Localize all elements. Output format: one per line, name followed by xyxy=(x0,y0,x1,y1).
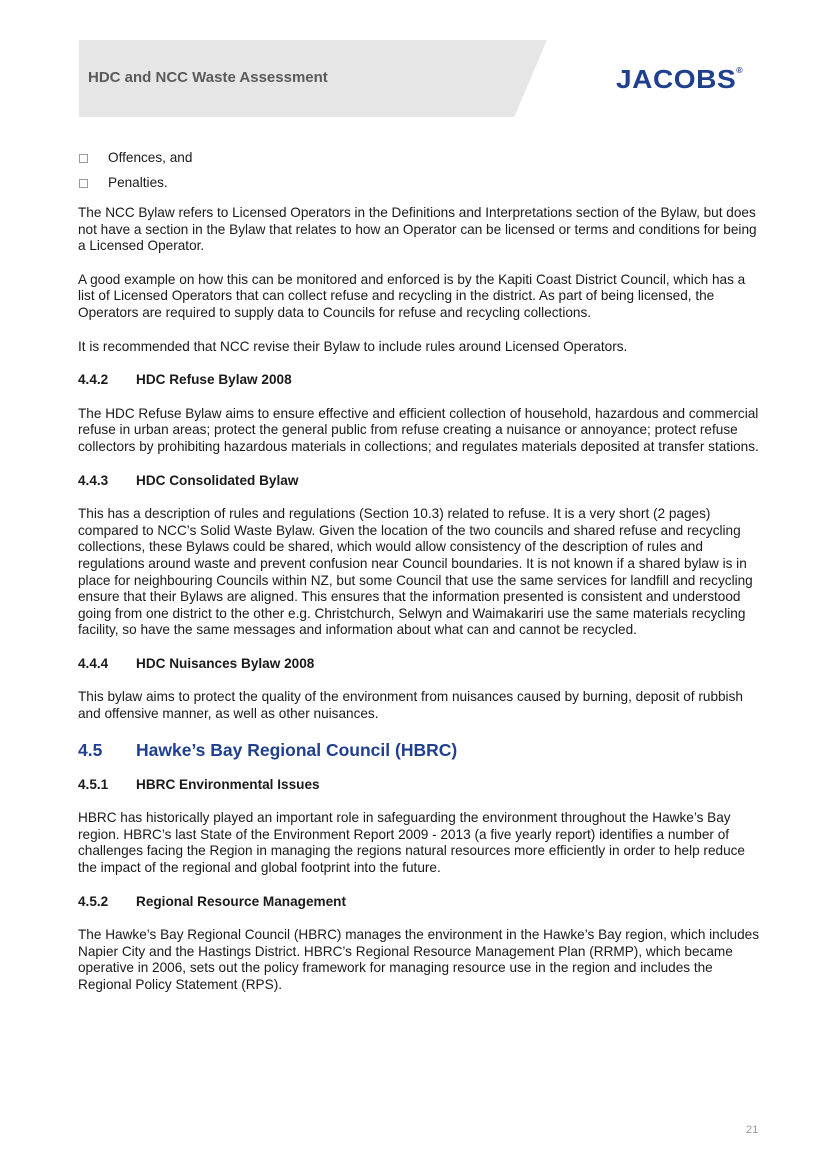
paragraph: It is recommended that NCC revise their Bylaw to include rules around Licensed Operators. xyxy=(78,338,628,354)
section-title: HDC Nuisances Bylaw 2008 xyxy=(136,655,315,671)
paragraph: The NCC Bylaw refers to Licensed Operators in the Definitions and Interpretations section of the Bylaw, but does not have a section in the Bylaw that relates to how an Operator can be licensed or terms and conditions for being a Licensed Operator. xyxy=(78,205,757,254)
section-number: 4.4.3 xyxy=(78,472,109,488)
logo-registered-mark: ® xyxy=(736,66,744,75)
section-title: HDC Refuse Bylaw 2008 xyxy=(136,372,292,388)
section-number: 4.4.4 xyxy=(78,655,109,671)
paragraph: The Hawke’s Bay Regional Council (HBRC) manages the environment in the Hawke’s Bay region, which includes Napier City and the Hastings District. HBRC’s Regional Resource Management Plan (RRMP), which became operative in 2006, sets out the policy framework for managing resource use in the region and includes the Regional Policy Statement (RPS). xyxy=(78,927,760,992)
page-number: 21 xyxy=(746,1124,759,1136)
section-number: 4.4.2 xyxy=(78,372,109,388)
section-title: Regional Resource Management xyxy=(136,893,346,909)
bullet-text: Offences, and xyxy=(108,149,193,165)
section-title: HDC Consolidated Bylaw xyxy=(136,472,299,488)
section-number: 4.5.1 xyxy=(78,776,109,792)
section-heading xyxy=(78,777,762,794)
document-title: HDC and NCC Waste Assessment xyxy=(88,69,328,86)
bullet-box-icon xyxy=(79,154,88,163)
bullet-text: Penalties. xyxy=(108,174,168,190)
major-section-heading xyxy=(78,740,762,760)
major-section-number: 4.5 xyxy=(78,739,103,760)
paragraph: A good example on how this can be monitored and enforced is by the Kapiti Coast District Council, which has a list of Licensed Operators that can collect refuse and recycling in the district. As part of being licensed, the Operators are required to supply data to Councils for refuse and recycling collections. xyxy=(78,271,746,320)
paragraph: The HDC Refuse Bylaw aims to ensure effective and efficient collection of household, hazardous and commercial refuse in urban areas; protect the general public from refuse creating a nuisance or annoyance; protect refuse collectors by prohibiting hazardous materials in collections; and regulates materials deposited at transfer stations. xyxy=(78,405,759,454)
section-heading xyxy=(78,656,762,673)
section-heading xyxy=(78,894,762,911)
major-section-title: Hawke’s Bay Regional Council (HBRC) xyxy=(136,739,458,760)
section-heading xyxy=(78,473,762,490)
paragraph: HBRC has historically played an important role in safeguarding the environment throughout the Hawke’s Bay region. HBRC’s last State of the Environment Report 2009 - 2013 (a five yearly report) identifies a number of challenges facing the Region in managing the regions natural resources more efficiently in order to help reduce the impact of the regional and global footprint into the future. xyxy=(78,810,745,876)
logo-text: JACOBS xyxy=(616,64,737,94)
section-title: HBRC Environmental Issues xyxy=(136,776,320,792)
bullet-box-icon xyxy=(79,179,88,188)
page-content xyxy=(78,150,762,1011)
section-number: 4.5.2 xyxy=(78,893,109,909)
section-heading xyxy=(78,372,762,389)
paragraph: This has a description of rules and regulations (Section 10.3) related to refuse. It is a very short (2 pages) compared to NCC’s Solid Waste Bylaw. Given the location of the two councils and shared refuse and recycling collections, these Bylaws could be shared, which would allow consistency of the description of rules and regulations around waste and prevent confusion near Council boundaries. It is not known if a shared bylaw is in place for neighbouring Councils within NZ, but some Council that use the same services for landfill and recycling ensure that their Bylaws are aligned. This ensures that the information presented is consistent and understood going from one district to the other e.g. Christchurch, Selwyn and Waimakariri use the same materials recycling facility, so have the same messages and information about what can and cannot be recycled. xyxy=(78,506,753,638)
jacobs-logo xyxy=(616,64,743,95)
bullet-item xyxy=(78,150,762,166)
paragraph: This bylaw aims to protect the quality of the environment from nuisances caused by burning, deposit of rubbish and offensive manner, as well as other nuisances. xyxy=(78,689,743,722)
bullet-item xyxy=(78,175,762,191)
